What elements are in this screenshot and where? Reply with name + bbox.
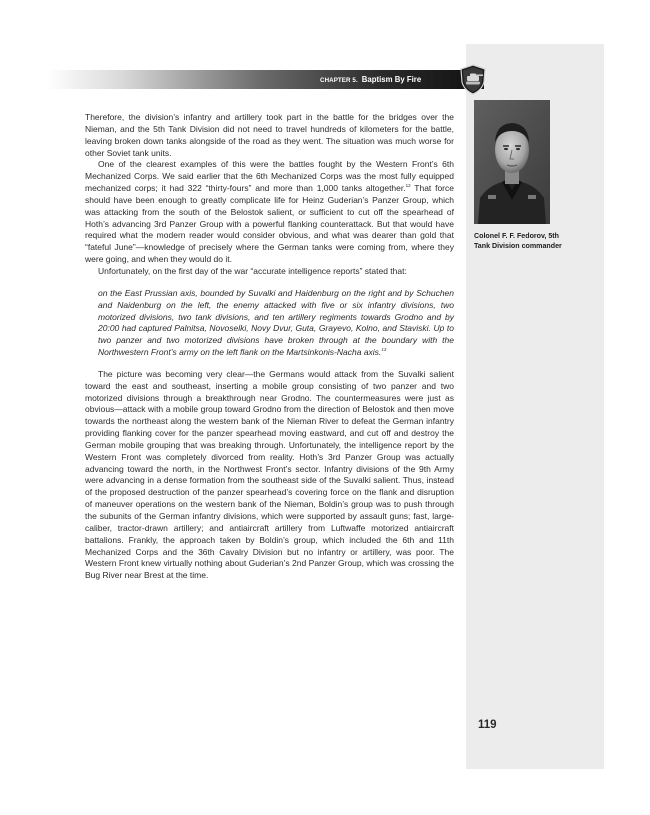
paragraph-2-part-1: One of the clearest examples of this were the battles fought by the Western Front’s 6th Mechanized Corps. We said earlier that the 6th Mechanized Corps was the most fully equipped mechanized corps; it had 322 “thirty-fours” and more than 1,000 tanks altogether. [85, 159, 454, 194]
photo-caption: Colonel F. F. Fedorov, 5th Tank Division commander [474, 232, 562, 250]
footnote-marker-13: 13 [381, 347, 387, 353]
paragraph-2 [85, 159, 454, 266]
block-quote [85, 288, 454, 359]
paragraph-1: Therefore, the division’s infantry and artillery took part in the battle for the bridges over the Nieman, and the 5th Tank Division did not need to travel hundreds of kilometers for the battle, leaving broken down tanks alongside of the road as they went. The situation was much worse for other Soviet tank units. [85, 112, 454, 158]
paragraph-2-part-2: That force should have been enough to greatly complicate life for Heinz Guderian’s Panzer Group, which was attacking from the south of the Belostok salient, or sufficient to cut off the spearhead of Hoth’s advancing 3rd Panzer Group with a powerful flanking counterattack. But that would have required what the modern reader would consider obvious, and what was dearer than gold that “fateful June”—knowledge of precisely where the German tanks were coming from, where they were going, and when they would do it. [85, 183, 454, 265]
chapter-number: CHAPTER 5. [320, 77, 358, 84]
article-body [85, 112, 454, 582]
footnote-marker-12: 12 [405, 183, 411, 189]
portrait-photo [474, 100, 550, 224]
chapter-title: Baptism By Fire [361, 75, 422, 84]
tank-shield-emblem-icon [459, 64, 487, 95]
paragraph-3: Unfortunately, on the first day of the war “accurate intelligence reports” stated that: [98, 265, 407, 276]
running-header [320, 70, 421, 89]
paragraph-4: The picture was becoming very clear—the Germans would attack from the Suvalki salient toward the east and southeast, inserting a mobile group consisting of two panzer and two motorized divisions through a breakthrough near Grodno. The countermeasures were just as obvious—attack with a mobile group toward Grodno from the direction of Belostok and then move towards the northeast along the western bank of the Nieman River to defeat the German infantry providing flanking cover for the panzer spearhead moving eastward, and cut off and destroy the German mobile grouping that was breaking through. Unfortunately, the intelligence report by the Western Front was completely divorced from reality. Hoth’s 3rd Panzer Group was actually advancing toward the north, in the Northwest Front’s sector. Infantry divisions of the 9th Army were advancing in a dense formation from the southeast side of the Suvalki salient. Thus, instead of the proposed destruction of the panzer spearhead’s covering force on the flank and disruption of maneuver operations on the western bank of the Nieman, Boldin’s group was to push through the subunits of the German infantry divisions, which were supported by assault guns; fast, large-caliber, tractor-drawn artillery; and antiaircraft artillery from Luftwaffe motorized antiaircraft battalions. Frankly, the approach taken by Boldin’s group, which included the 6th and 11th Mechanized Corps and the 36th Cavalry Division but no infantry or artillery, was poor. The Western Front knew virtually nothing about Guderian’s 2nd Panzer Group, which was crossing the Bug River near Brest at the time. [85, 368, 454, 581]
page-number: 119 [478, 719, 497, 731]
block-quote-text: on the East Prussian axis, bounded by Suvalki and Haidenburg on the right and by Schuchen and Naidenburg on the left, the enemy attacked with five or six infantry divisions, two motorized divisions, two tank divisions, and ten artillery regiments towards Grodno and by 20:00 had captured Palnitsa, Novoselki, Novy Dvur, Guta, Grayevo, Kolno, and Staviski. Up to two panzer and two motorized divisions have broken through at the boundary with the Northwestern Front’s army on the left flank on the Martsinkonis-Nacha axis. [98, 287, 454, 358]
